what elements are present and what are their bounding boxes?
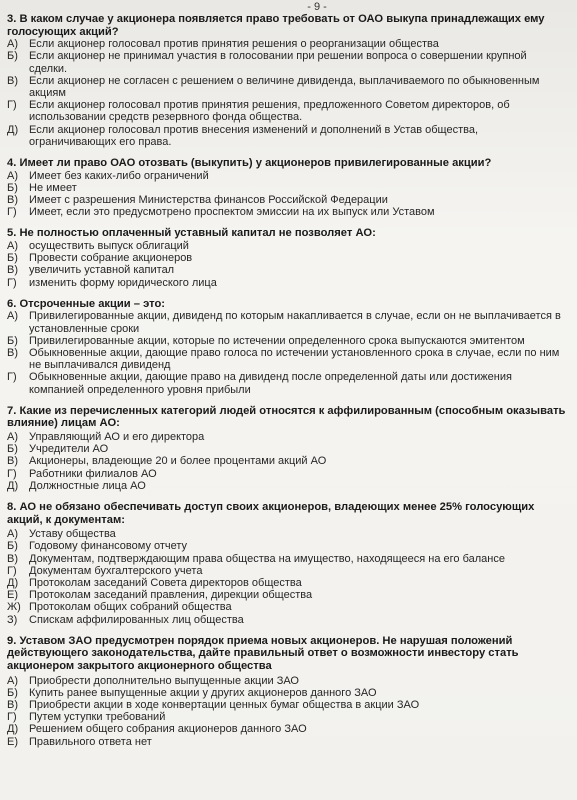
option-text: Уставу общества bbox=[29, 528, 116, 541]
option-text: Документам, подтверждающим права общества на имущество, находящееся на его балансе bbox=[29, 552, 505, 565]
question-q5 bbox=[7, 227, 567, 288]
option-text: Должностные лица АО bbox=[29, 479, 146, 492]
option-text: Протоколам общих собраний общества bbox=[29, 601, 232, 614]
option-text: Привилегированные акции, дивиденд по которым накапливается в случае, если он не выплачивается в установленные сроки bbox=[29, 310, 561, 335]
option-text: увеличить уставной капитал bbox=[29, 264, 175, 277]
answer-option bbox=[7, 310, 567, 334]
option-text: Не имеет bbox=[29, 181, 77, 194]
question-list bbox=[7, 13, 567, 748]
answer-option bbox=[7, 182, 567, 194]
option-letter: В) bbox=[7, 552, 18, 565]
answer-option bbox=[7, 601, 567, 613]
option-text: Протоколам заседаний правления, дирекции общества bbox=[29, 589, 313, 602]
question-q6 bbox=[7, 298, 567, 396]
option-text: Если акционер голосовал против принятия решения, предложенного Советом директоров, об использовании средств резервного фонда общества. bbox=[29, 99, 510, 124]
answer-option bbox=[7, 50, 567, 74]
option-text: Привилегированные акции, которые по истечении определенного срока выпускаются эмитентом bbox=[29, 334, 525, 347]
question-title: 5. Не полностью оплаченный уставный капитал не позволяет АО: bbox=[7, 227, 376, 240]
option-letter: А) bbox=[7, 38, 18, 51]
option-text: Акционеры, владеющие 20 и более процентами акций АО bbox=[29, 455, 327, 468]
option-letter: Г) bbox=[7, 711, 17, 724]
option-letter: Г) bbox=[7, 564, 17, 577]
option-letter: Б) bbox=[7, 252, 18, 265]
option-text: Работники филиалов АО bbox=[29, 467, 157, 480]
answer-option bbox=[7, 240, 567, 252]
option-letter: Б) bbox=[7, 686, 18, 699]
answer-option bbox=[7, 455, 567, 467]
answer-option bbox=[7, 553, 567, 565]
option-letter: Г) bbox=[7, 371, 17, 384]
option-text: осуществить выпуск облигаций bbox=[29, 240, 189, 253]
answer-option bbox=[7, 565, 567, 577]
option-text: Провести собрание акционеров bbox=[29, 252, 193, 265]
answer-option bbox=[7, 264, 567, 276]
option-letter: А) bbox=[7, 528, 18, 541]
answer-option bbox=[7, 99, 567, 123]
option-text: Обыкновенные акции, дающие право на дивиденд после определенной даты или достижения компанией определенного уровня прибыли bbox=[29, 371, 512, 396]
option-letter: Г) bbox=[7, 276, 17, 289]
question-q8 bbox=[7, 501, 567, 626]
answer-option bbox=[7, 723, 567, 735]
option-letter: А) bbox=[7, 674, 18, 687]
option-letter: А) bbox=[7, 240, 18, 253]
question-title: 6. Отсроченные акции – это: bbox=[7, 297, 166, 310]
option-text: Если акционер голосовал против внесения изменений и дополнений в Устав общества, ограничивающих его права. bbox=[29, 123, 479, 148]
question-q9 bbox=[7, 635, 567, 748]
option-letter: Д) bbox=[7, 577, 19, 590]
option-letter: Б) bbox=[7, 334, 18, 347]
option-text: Документам бухгалтерского учета bbox=[29, 564, 203, 577]
option-letter: Д) bbox=[7, 123, 19, 136]
option-letter: В) bbox=[7, 264, 18, 277]
option-letter: А) bbox=[7, 431, 18, 444]
option-text: Протоколам заседаний Совета директоров общества bbox=[29, 577, 302, 590]
option-text: Если акционер голосовал против принятия решения о реорганизации общества bbox=[29, 38, 439, 51]
option-text: Управляющий АО и его директора bbox=[29, 431, 205, 444]
option-text: Если акционер не согласен с решением о величине дивиденда, выплачиваемого по обыкновенным акциям bbox=[29, 74, 540, 99]
question-q4 bbox=[7, 157, 567, 218]
option-text: изменить форму юридического лица bbox=[29, 276, 217, 289]
answer-option bbox=[7, 614, 567, 626]
option-letter: А) bbox=[7, 169, 18, 182]
option-letter: Д) bbox=[7, 479, 19, 492]
option-text: Спискам аффилированных лиц общества bbox=[29, 613, 244, 626]
option-letter: Г) bbox=[7, 206, 17, 219]
answer-option bbox=[7, 431, 567, 443]
question-title: 9. Уставом ЗАО предусмотрен порядок приема новых акционеров. Не нарушая положений действующего законодательства, дайте правильный ответ о возможности инвестору стать акционером закрытого акционерного общества bbox=[7, 634, 519, 673]
answer-option bbox=[7, 589, 567, 601]
answer-option bbox=[7, 687, 567, 699]
answer-option bbox=[7, 711, 567, 723]
question-title: 4. Имеет ли право ОАО отозвать (выкупить) у акционеров привилегированные акции? bbox=[7, 157, 492, 170]
option-text: Имеет без каких-либо ограничений bbox=[29, 169, 209, 182]
answer-option bbox=[7, 577, 567, 589]
answer-option bbox=[7, 736, 567, 748]
answer-option bbox=[7, 468, 567, 480]
answer-option bbox=[7, 371, 567, 395]
question-title: 8. АО не обязано обеспечивать доступ своих акционеров, владеющих менее 25% голосующих акций, к документам: bbox=[7, 501, 535, 526]
option-text: Приобрести дополнительно выпущенные акции ЗАО bbox=[29, 674, 299, 687]
option-text: Учредители АО bbox=[29, 443, 109, 456]
question-title: 3. В каком случае у акционера появляется право требовать от ОАО выкупа принадлежащих ему голосующих акций? bbox=[7, 13, 545, 38]
option-letter: З) bbox=[7, 613, 18, 626]
option-letter: В) bbox=[7, 74, 18, 87]
answer-option bbox=[7, 480, 567, 492]
option-text: Правильного ответа нет bbox=[29, 735, 152, 748]
answer-option bbox=[7, 252, 567, 264]
answer-option bbox=[7, 170, 567, 182]
option-text: Имеет, если это предусмотрено проспектом эмиссии на их выпуск или Уставом bbox=[29, 206, 435, 219]
answer-option bbox=[7, 699, 567, 711]
answer-option bbox=[7, 540, 567, 552]
option-letter: А) bbox=[7, 310, 18, 323]
question-title: 7. Какие из перечисленных категорий людей относятся к аффилированным (способным оказывать влияние) лицам АО: bbox=[7, 404, 566, 430]
option-text: Имеет с разрешения Министерства финансов Российской Федерации bbox=[29, 194, 388, 207]
answer-option bbox=[7, 124, 567, 148]
answer-option bbox=[7, 194, 567, 206]
answer-option bbox=[7, 38, 567, 50]
option-letter: Б) bbox=[7, 443, 18, 456]
option-text: Приобрести акции в ходе конвертации ценных бумаг общества в акции ЗАО bbox=[29, 699, 420, 712]
option-letter: Б) bbox=[7, 540, 18, 553]
answer-option bbox=[7, 528, 567, 540]
option-text: Купить ранее выпущенные акции у других акционеров данного ЗАО bbox=[29, 686, 377, 699]
option-letter: Г) bbox=[7, 467, 17, 480]
option-text: Решением общего собрания акционеров данного ЗАО bbox=[29, 723, 307, 736]
option-text: Путем уступки требований bbox=[29, 711, 166, 724]
answer-option bbox=[7, 206, 567, 218]
answer-option bbox=[7, 347, 567, 371]
option-text: Годовому финансовому отчету bbox=[29, 540, 188, 553]
option-letter: Е) bbox=[7, 589, 18, 602]
option-letter: Е) bbox=[7, 735, 18, 748]
answer-option bbox=[7, 443, 567, 455]
page-number: - 9 - bbox=[307, 1, 327, 13]
option-letter: В) bbox=[7, 194, 18, 207]
question-q7 bbox=[7, 405, 567, 492]
answer-option bbox=[7, 277, 567, 289]
option-letter: Б) bbox=[7, 181, 18, 194]
option-letter: В) bbox=[7, 699, 18, 712]
option-letter: Г) bbox=[7, 99, 17, 112]
answer-option bbox=[7, 75, 567, 99]
question-q3 bbox=[7, 13, 567, 148]
option-letter: Ж) bbox=[7, 601, 21, 614]
answer-option bbox=[7, 675, 567, 687]
option-letter: В) bbox=[7, 347, 18, 360]
answer-option bbox=[7, 335, 567, 347]
option-letter: Д) bbox=[7, 723, 19, 736]
option-letter: Б) bbox=[7, 50, 18, 63]
option-letter: В) bbox=[7, 455, 18, 468]
option-text: Обыкновенные акции, дающие право голоса по истечении установленного срока в случае, если по ним не выплачивался дивиденд bbox=[29, 347, 560, 372]
option-text: Если акционер не принимал участия в голосовании при решении вопроса о совершении крупной сделки. bbox=[29, 50, 527, 75]
